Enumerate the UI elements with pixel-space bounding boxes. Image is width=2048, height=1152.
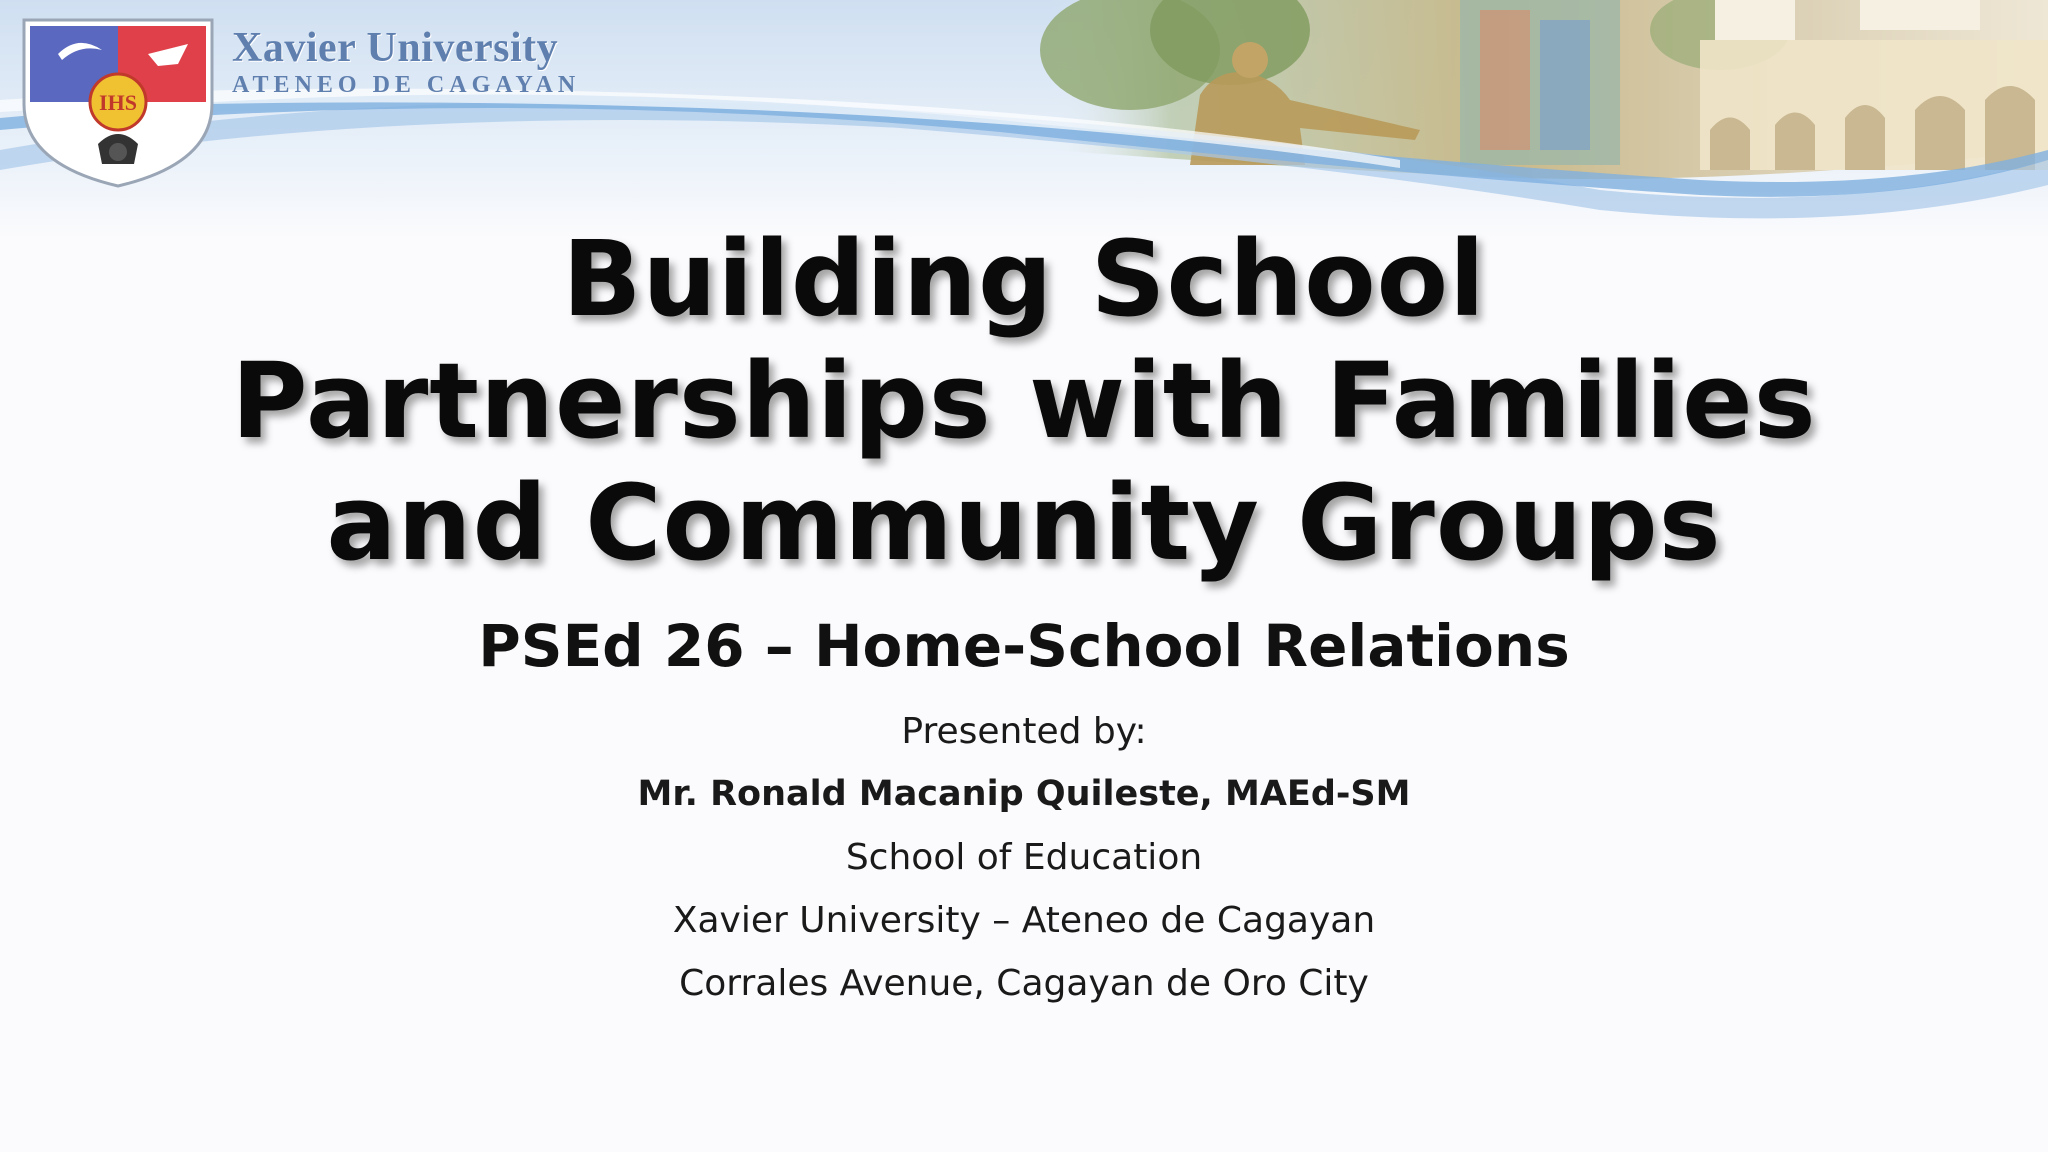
presenter-name: Mr. Ronald Macanip Quileste, MAEd-SM [637, 774, 1411, 814]
university-crest-logo [18, 14, 218, 190]
course-subtitle: PSEd 26 – Home-School Relations [478, 612, 1570, 680]
department-text: School of Education [845, 837, 1203, 878]
title-line-1: Building School [562, 218, 1486, 340]
institution-text: Xavier University – Ateneo de Cagayan [672, 900, 1376, 941]
university-brand [232, 24, 580, 99]
title-line-3: and Community Groups [326, 462, 1722, 584]
address-text: Corrales Avenue, Cagayan de Oro City [679, 963, 1369, 1004]
svg-text:IHS: IHS [99, 90, 137, 115]
title-line-2: Partnerships with Families [231, 340, 1817, 462]
presented-by-label: Presented by: [901, 711, 1147, 752]
university-subname: ATENEO DE CAGAYAN [232, 72, 581, 98]
presenter-info [0, 700, 2048, 1015]
slide-title [0, 218, 2048, 584]
university-name: Xavier University [232, 25, 559, 71]
